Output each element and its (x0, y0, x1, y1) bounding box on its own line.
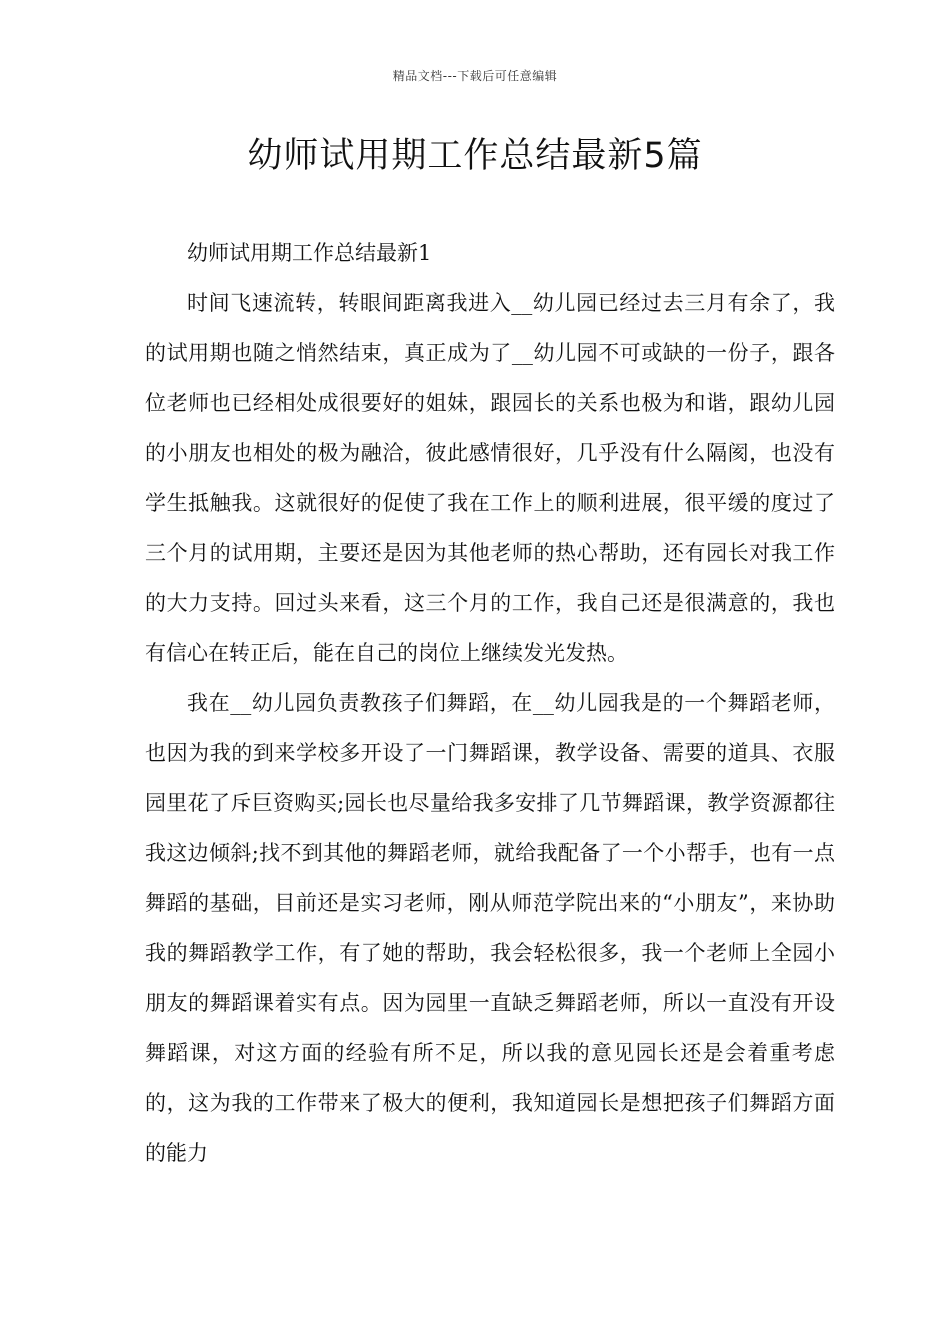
header-note: 精品文档---下载后可任意编辑 (392, 69, 558, 83)
paragraph-1: 时间飞速流转，转眼间距离我进入__幼儿园已经过去三月有余了，我的试用期也随之悄然结束，真正成为了__幼儿园不可或缺的一份子，跟各位老师也已经相处成很要好的姐妹，跟园长的关系也极为和谐，跟幼儿园的小朋友也相处的极为融洽，彼此感情很好，几乎没有什么隔阂，也没有学生抵触我。这就很好的促使了我在工作上的顺利进展，很平缓的度过了三个月的试用期，主要还是因为其他老师的热心帮助，还有园长对我工作的大力支持。回过头来看，这三个月的工作，我自己还是很满意的，我也有信心在转正后，能在自己的岗位上继续发光发热。 (145, 291, 835, 665)
paragraph-2: 我在__幼儿园负责教孩子们舞蹈，在__幼儿园我是的一个舞蹈老师，也因为我的到来学校多开设了一门舞蹈课，教学设备、需要的道具、衣服园里花了斥巨资购买;园长也尽量给我多安排了几节舞蹈课，教学资源都往我这边倾斜;找不到其他的舞蹈老师，就给我配备了一个小帮手，也有一点舞蹈的基础，目前还是实习老师，刚从师范学院出来的“小朋友”，来协助我的舞蹈教学工作，有了她的帮助，我会轻松很多，我一个老师上全园小朋友的舞蹈课着实有点。因为园里一直缺乏舞蹈老师，所以一直没有开设舞蹈课，对这方面的经验有所不足，所以我的意见园长还是会着重考虑的，这为我的工作带来了极大的便利，我知道园长是想把孩子们舞蹈方面的能力 (145, 691, 835, 1165)
section-title: 幼师试用期工作总结最新1 (187, 241, 432, 265)
document-title: 幼师试用期工作总结最新5篇 (247, 136, 703, 176)
document-body (145, 228, 835, 1178)
